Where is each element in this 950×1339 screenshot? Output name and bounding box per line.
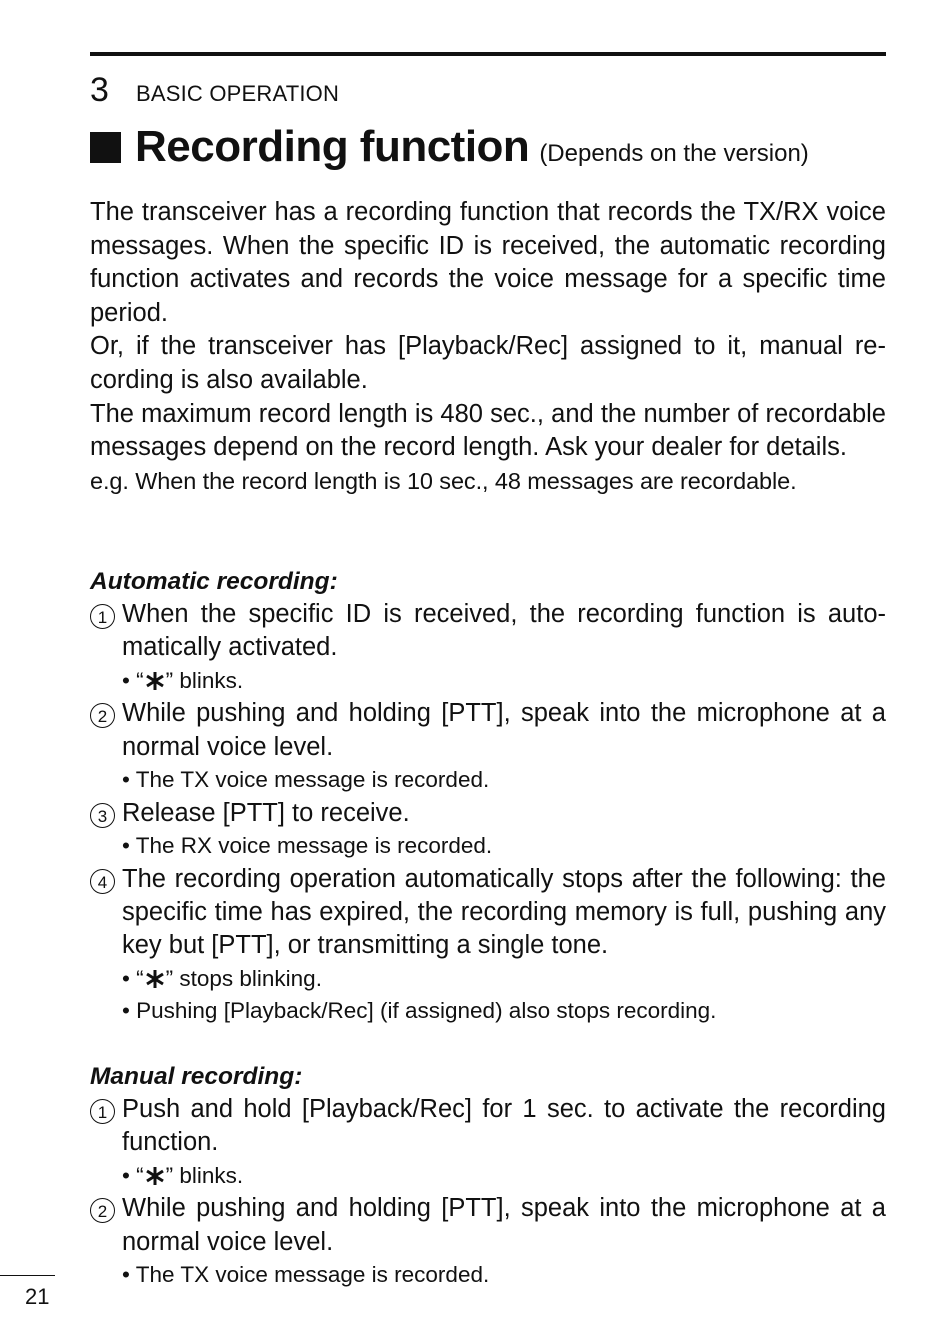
intro-paragraph: The transceiver has a recording function that records the TX/RX voice messages. When the specific ID is received, the automatic recording function activates and records the voice message for a specific time period. — [90, 198, 886, 327]
step-item — [90, 1093, 886, 1160]
step-text: When the specific ID is received, the recording function is automatically activated. — [122, 600, 886, 662]
manual-recording-section — [90, 1060, 886, 1292]
step-text: Release [PTT] to receive. — [122, 798, 410, 827]
bullet-item — [90, 1160, 886, 1193]
heading-subtitle: (Depends on the version) — [539, 140, 809, 167]
recording-star-icon — [144, 670, 166, 692]
chapter-header — [90, 72, 339, 108]
bullet-item: • The TX voice message is recorded. — [122, 767, 490, 793]
bullet-text-after: ” blinks. — [165, 1162, 244, 1188]
step-item — [90, 863, 886, 963]
step-number: 4 — [90, 869, 115, 894]
step-number: 2 — [90, 1198, 115, 1223]
bullet-item: • Pushing [Playback/Rec] (if assigned) also stops recording. — [122, 998, 717, 1024]
bullet-item: • The TX voice message is recorded. — [122, 1262, 490, 1288]
page-number: 21 — [25, 1284, 50, 1309]
bullet-item — [90, 963, 886, 996]
intro-example: e.g. When the record length is 10 sec., 48 messages are recordable. — [90, 467, 797, 494]
bullet-text-after: ” stops blinking. — [165, 965, 322, 991]
step-text: Push and hold [Playback/Rec] for 1 sec. to activate the recording function. — [122, 1095, 886, 1157]
bullet-text-after: ” blinks. — [165, 667, 244, 693]
bullet-item — [90, 665, 886, 698]
heading-title: Recording function — [135, 122, 530, 171]
intro-paragraph: Or, if the transceiver has [Playback/Rec] assigned to it, manual recording is also available. — [90, 332, 886, 394]
step-item — [90, 1192, 886, 1259]
intro-text — [90, 196, 886, 498]
step-text: While pushing and holding [PTT], speak into the microphone at a normal voice level. — [122, 1194, 886, 1256]
bullet-item: • The RX voice message is recorded. — [122, 833, 493, 859]
chapter-title: BASIC OPERATION — [136, 81, 340, 106]
square-bullet-icon — [90, 132, 121, 163]
step-number: 3 — [90, 803, 115, 828]
recording-star-icon — [144, 1165, 166, 1187]
bullet-text-before: • “ — [122, 965, 144, 991]
step-number: 2 — [90, 703, 115, 728]
section-heading — [90, 122, 809, 172]
bullet-text-before: • “ — [122, 667, 144, 693]
step-text: While pushing and holding [PTT], speak into the microphone at a normal voice level. — [122, 699, 886, 761]
step-item — [90, 797, 886, 830]
step-item — [90, 697, 886, 764]
automatic-recording-section — [90, 565, 886, 1028]
folio-rule — [0, 1275, 55, 1276]
intro-paragraph: The maximum record length is 480 sec., and the number of recordable messages depend on the record length. Ask your dealer for details. — [90, 399, 886, 462]
step-number: 1 — [90, 604, 115, 629]
automatic-recording-title: Automatic recording: — [90, 568, 338, 595]
step-text: The recording operation automatically stops after the following: the specific time has expired, the recording memory is full, pushing any key but [PTT], or transmitting a single tone. — [122, 864, 886, 960]
manual-recording-title: Manual recording: — [90, 1063, 303, 1090]
bullet-text-before: • “ — [122, 1162, 144, 1188]
step-item — [90, 598, 886, 665]
top-rule — [90, 52, 886, 56]
step-number: 1 — [90, 1099, 115, 1124]
chapter-number: 3 — [90, 71, 109, 109]
recording-star-icon — [144, 968, 166, 990]
